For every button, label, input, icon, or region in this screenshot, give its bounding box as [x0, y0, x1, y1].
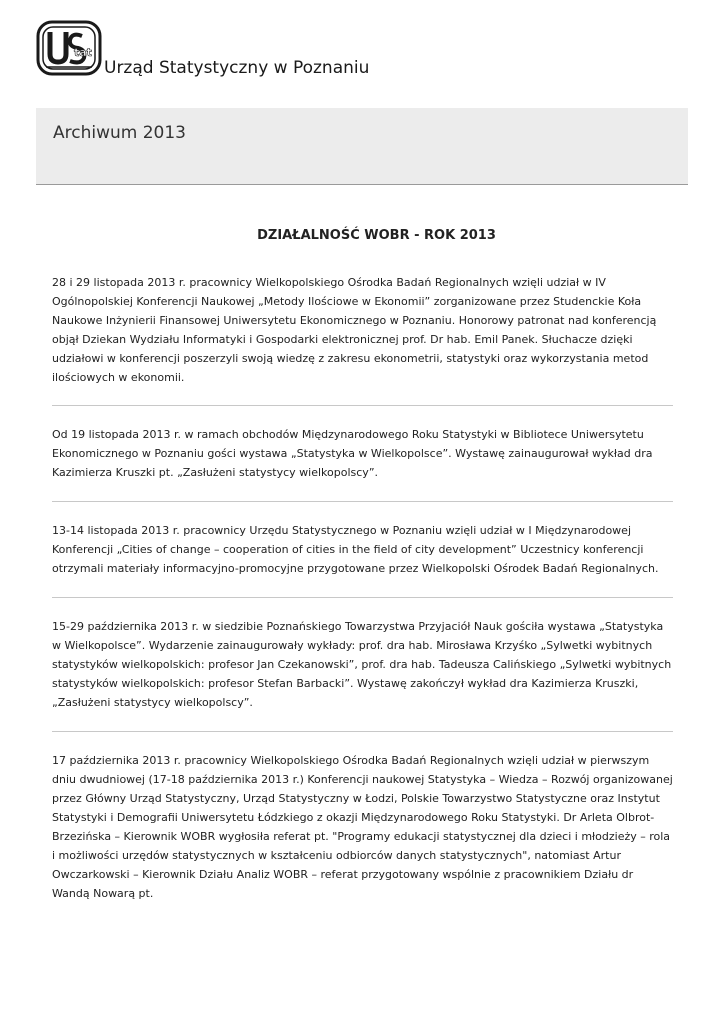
article-text: 17 października 2013 r. pracownicy Wielkopolskiego Ośrodka Badań Regionalnych wzięli udział w pierwszym dniu dwudniowej (17-18 października 2013 r.) Konferencji naukowej Statystyka – Wiedza – Rozwój organizowanej przez Główny Urząd Statystyczny, Urząd Statystyczny w Łodzi, Polskie Towarzystwo Statystyczne oraz Instytut Statystyki i Demografii Uniwersytetu Łódzkiego z okazji Międzynarodowego Roku Statystyki. Dr Arleta Olbrot-Brzezińska – Kierownik WOBR wygłosiła referat pt. "Programy edukacji statystycznej dla dzieci i młodzieży – rola i możliwości urzędów statystycznych w kształceniu odbiorców danych statystycznych", natomiast Artur Owczarkowski – Kierownik Działu Analiz WOBR – referat przygotowany wspólnie z pracownikiem Działu dr Wandą Nowarą pt.	[52, 754, 673, 900]
divider	[52, 597, 673, 598]
site-title[interactable]: Urząd Statystyczny w Poznaniu	[104, 58, 370, 78]
article-text: 13-14 listopada 2013 r. pracownicy Urzędu Statystycznego w Poznaniu wzięli udział w I Międzynarodowej Konferencji „Cities of change – cooperation of cities in the field of city development” Uczestnicy konferencji otrzymali materiały informacyjno-promocyjne przygotowane przez Wielkopolski Ośrodek Badań Regionalnych.	[52, 524, 659, 575]
article-item	[52, 751, 673, 922]
article-text: Od 19 listopada 2013 r. w ramach obchodów Międzynarodowego Roku Statystyki w Bibliotece Uniwersytetu Ekonomicznego w Poznaniu gości wystawa „Statystyka w Wielkopolsce”. Wystawę zainaugurował wykład dra Kazimierza Kruszki pt. „Zasłużeni statystycy wielkopolscy”.	[52, 428, 653, 479]
ustat-logo	[36, 20, 102, 76]
article-item	[52, 273, 673, 405]
logo-link[interactable]	[36, 20, 102, 76]
svg-text:tat: tat	[74, 46, 92, 59]
archive-banner	[36, 108, 688, 185]
article-text: 15-29 października 2013 r. w siedzibie Poznańskiego Towarzystwa Przyjaciół Nauk gościła wystawa „Statystyka w Wielkopolsce”. Wydarzenie zainaugurowały wykłady: prof. dra hab. Mirosława Krzyśko „Sylwetki wybitnych statystyków wielkopolskich: profesor Jan Czekanowski”, prof. dra hab. Tadeusza Calińskiego „Sylwetki wybitnych statystyków wielkopolskich: profesor Stefan Barbacki”. Wystawę zakończył wykład dra Kazimierza Kruszki, „Zasłużeni statystycy wielkopolscy”.	[52, 620, 672, 709]
divider	[52, 501, 673, 502]
article-item	[52, 425, 673, 501]
site-header	[36, 20, 696, 80]
article-text: 28 i 29 listopada 2013 r. pracownicy Wielkopolskiego Ośrodka Badań Regionalnych wzięli udział w IV Ogólnopolskiej Konferencji Naukowej „Metody Ilościowe w Ekonomii” zorganizowane przez Studenckie Koła Naukowe Inżynierii Finansowej Uniwersytetu Ekonomicznego w Poznaniu. Honorowy patronat nad konferencją objął Dziekan Wydziału Informatyki i Gospodarki elektronicznej prof. Dr hab. Emil Panek. Słuchacze dzięki udziałowi w konferencji poszerzyli swoją wiedzę z zakresu ekonometrii, statystyki oraz wykorzystania metod ilościowych w ekonomii.	[52, 276, 657, 384]
divider	[52, 731, 673, 732]
article-item	[52, 617, 673, 731]
page-title: Archiwum 2013	[53, 123, 186, 143]
divider	[52, 405, 673, 406]
main-content	[52, 228, 673, 922]
article-heading: DZIAŁALNOŚĆ WOBR - ROK 2013	[257, 228, 496, 243]
article-item	[52, 521, 673, 597]
